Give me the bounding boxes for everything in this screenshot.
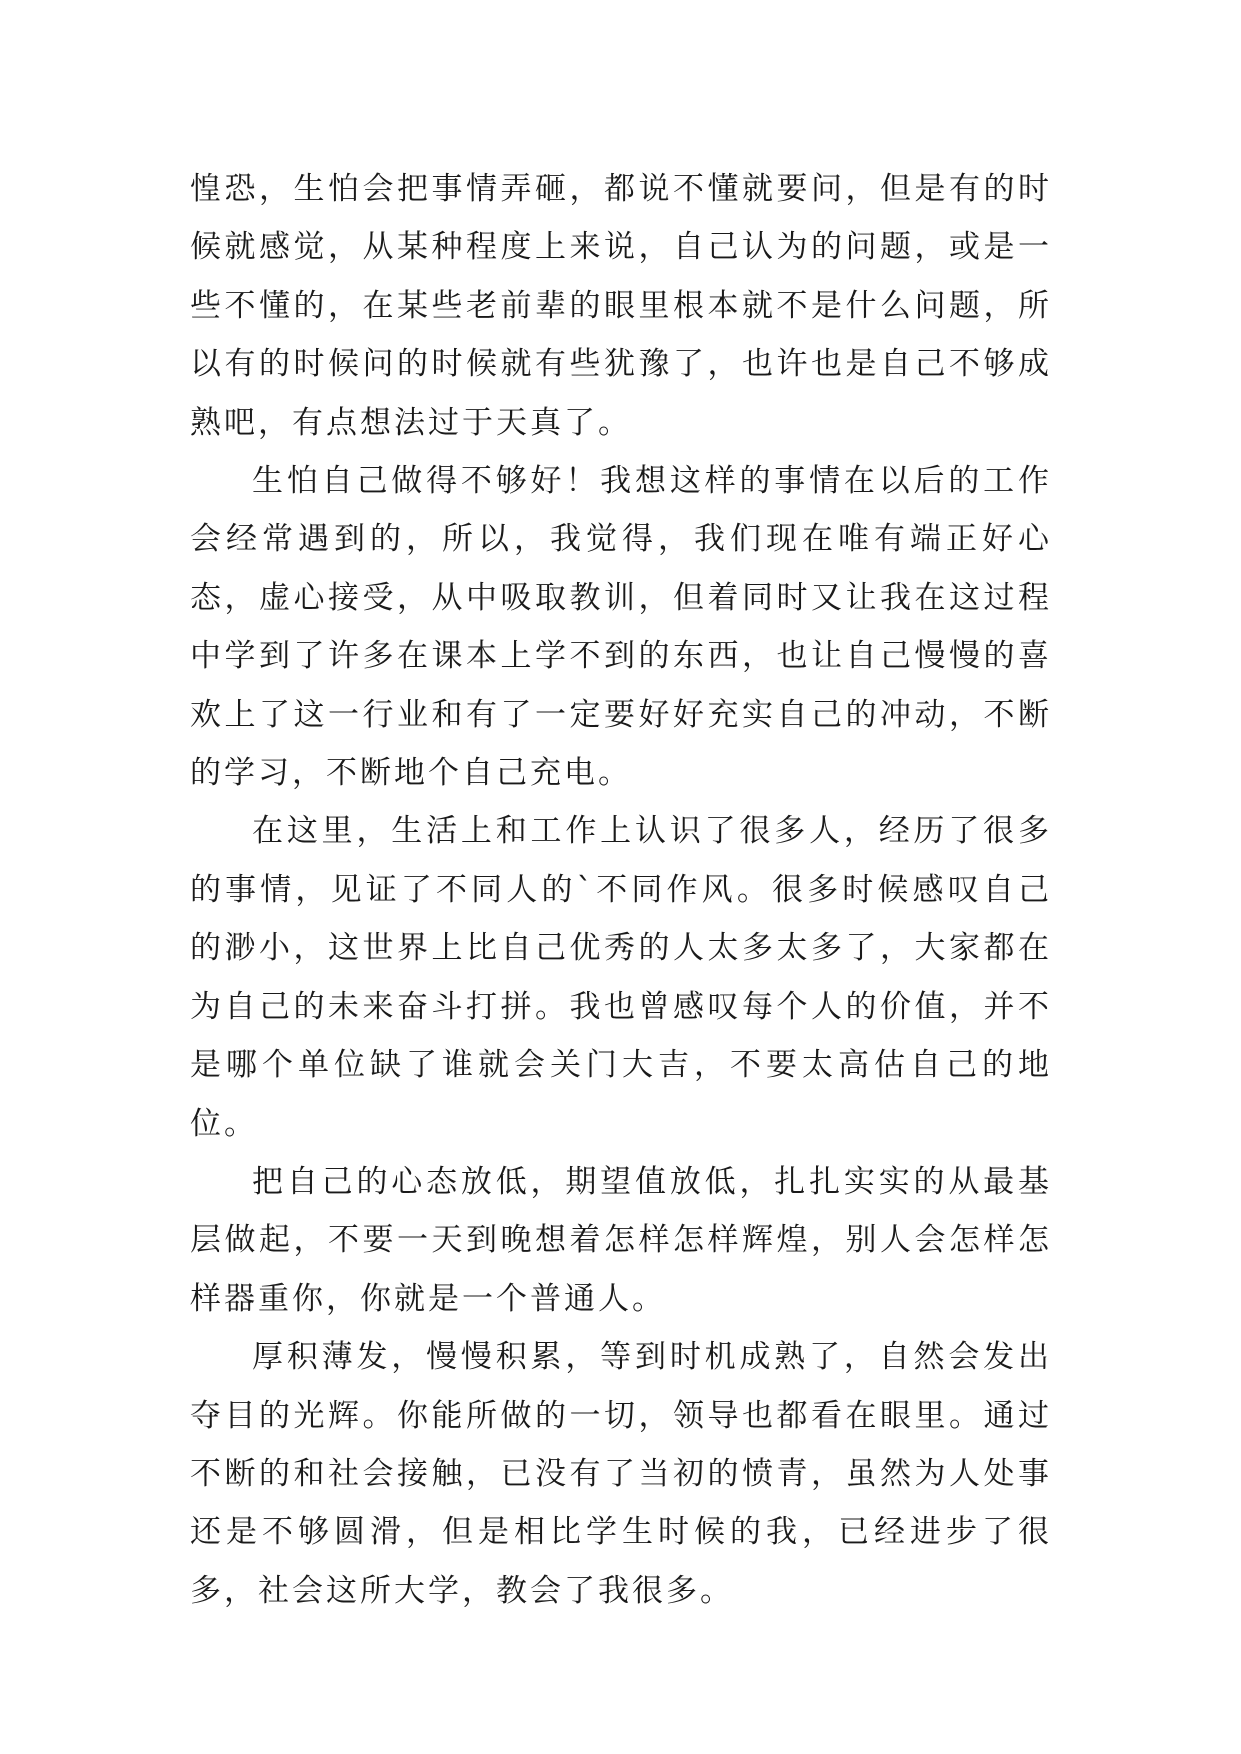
- paragraph-3: 在这里，生活上和工作上认识了很多人，经历了很多的事情，见证了不同人的`不同作风。很多时候感叹自己的渺小，这世界上比自己优秀的人太多太多了，大家都在为自己的未来奋斗打拼。我也曾感叹每个人的价值，并不是哪个单位缺了谁就会关门大吉，不要太高估自己的地位。: [190, 813, 1052, 1142]
- document-body: [190, 160, 1052, 1620]
- paragraph-2: 生怕自己做得不够好！我想这样的事情在以后的工作会经常遇到的，所以，我觉得，我们现在唯有端正好心态，虚心接受，从中吸取教训，但着同时又让我在这过程中学到了许多在课本上学不到的东西，也让自己慢慢的喜欢上了这一行业和有了一定要好好充实自己的冲动，不断的学习，不断地个自己充电。: [190, 463, 1052, 792]
- paragraph-4: 把自己的心态放低，期望值放低，扎扎实实的从最基层做起，不要一天到晚想着怎样怎样辉煌，别人会怎样怎样器重你，你就是一个普通人。: [190, 1163, 1052, 1317]
- paragraph-1: 惶恐，生怕会把事情弄砸，都说不懂就要问，但是有的时候就感觉，从某种程度上来说，自己认为的问题，或是一些不懂的，在某些老前辈的眼里根本就不是什么问题，所以有的时候问的时候就有些犹豫了，也许也是自己不够成熟吧，有点想法过于天真了。: [190, 171, 1052, 441]
- paragraph-5: 厚积薄发，慢慢积累，等到时机成熟了，自然会发出夺目的光辉。你能所做的一切，领导也都看在眼里。通过不断的和社会接触，已没有了当初的愤青，虽然为人处事还是不够圆滑，但是相比学生时候的我，已经进步了很多，社会这所大学，教会了我很多。: [190, 1339, 1052, 1609]
